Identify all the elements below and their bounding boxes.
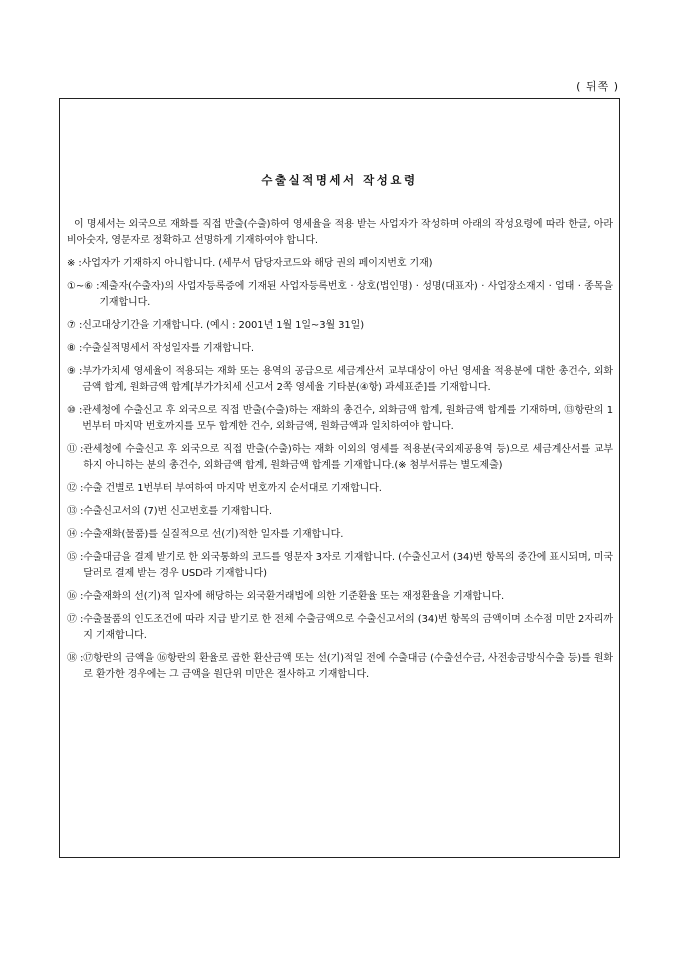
item-marker: ⑱ :	[67, 653, 84, 664]
instruction-item	[67, 527, 613, 543]
instruction-item	[67, 318, 613, 334]
item-text: ⑰항란의 금액을 ⑯항란의 환율로 곱한 환산금액 또는 선(기)적일 전에 수출대금 (수출선수금, 사전송금방식수출 등)를 원화로 환가한 경우에는 그 금액을 원단위 미만은 절사하고 기재합니다.	[83, 653, 613, 680]
instruction-item	[67, 612, 613, 644]
item-text: 수출신고서의 (7)번 신고번호를 기재합니다.	[83, 506, 272, 517]
item-marker: ⑰ :	[67, 614, 84, 625]
intro-paragraph: 이 명세서는 외국으로 재화를 직접 반출(수출)하여 영세율을 적용 받는 사업자가 작성하며 아래의 작성요령에 따라 한글, 아라비아숫자, 영문자로 정확하고 선명하게 기재하여야 합니다.	[67, 219, 613, 246]
instruction-item	[67, 550, 613, 582]
item-marker: ⑦ :	[67, 320, 83, 331]
item-text: 수출대금을 결제 받기로 한 외국통화의 코드를 영문자 3자로 기재합니다. (수출신고서 (34)번 항목의 중간에 표시되며, 미국달러로 결제 받는 경우 USD라 기재합니다)	[83, 552, 613, 579]
instruction-item	[67, 279, 613, 311]
item-marker: ⑨ :	[67, 366, 83, 377]
item-text: 신고대상기간을 기재합니다. (예시 : 2001년 1월 1일~3월 31일)	[82, 320, 365, 331]
item-marker: ※ :	[67, 258, 82, 269]
item-text: 수출재화(물품)를 실질적으로 선(기)적한 일자를 기재합니다.	[83, 529, 344, 540]
instruction-item	[67, 442, 613, 474]
item-text: 수출재화의 선(기)적 일자에 해당하는 외국환거래법에 의한 기준환율 또는 재정환율을 기재합니다.	[83, 591, 505, 602]
item-text: 관세청에 수출신고 후 외국으로 직접 반출(수출)하는 재화의 총건수, 외화금액 합계, 원화금액 합계를 기재하며, ⑬항란의 1번부터 마지막 번호까지를 모두 합계한 건수, 외화금액, 원화금액과 일치하여야 합니다.	[82, 405, 613, 432]
instruction-item	[67, 341, 613, 357]
item-text: 수출실적명세서 작성일자를 기재합니다.	[82, 343, 254, 354]
instruction-item	[67, 589, 613, 605]
document-title: 수출실적명세서 작성요령	[261, 173, 418, 187]
item-text: 수출물품의 인도조건에 따라 지급 받기로 한 전체 수출금액으로 수출신고서의 (34)번 항목의 금액이며 소수점 미만 2자리까지 기재합니다.	[83, 614, 613, 641]
instructions-frame	[59, 98, 620, 858]
item-text: 사업자가 기재하지 아니합니다. (세무서 담당자코드와 해당 권의 페이지번호 기재)	[81, 258, 433, 269]
instructions-body	[67, 217, 613, 690]
item-marker: ⑯ :	[67, 591, 84, 602]
item-marker: ⑫ :	[67, 483, 84, 494]
item-text: 제출자(수출자)의 사업자등록증에 기재된 사업자등록번호 · 상호(법인명) · 성명(대표자) · 사업장소재지 · 업태 · 종목을 기재합니다.	[99, 281, 613, 308]
item-text: 수출 건별로 1번부터 부여하여 마지막 번호까지 순서대로 기재합니다.	[83, 483, 382, 494]
page-side-label: ( 뒤쪽 )	[576, 80, 619, 93]
instruction-item	[67, 403, 613, 435]
instruction-item	[67, 481, 613, 497]
instruction-item	[67, 364, 613, 396]
item-marker: ①~⑥ :	[67, 281, 100, 292]
item-marker: ⑬ :	[67, 506, 84, 517]
item-marker: ⑩ :	[67, 405, 83, 416]
item-marker: ⑧ :	[67, 343, 83, 354]
item-text: 관세청에 수출신고 후 외국으로 직접 반출(수출)하는 재화 이외의 영세를 적용분(국외제공용역 등)으로 세금계산서를 교부하지 아니하는 분의 총건수, 외화금액 합계, 원화금액 합계를 기재합니다.(※ 첨부서류는 별도제출)	[83, 444, 613, 471]
instruction-item	[67, 651, 613, 683]
item-marker: ⑮ :	[67, 552, 84, 563]
item-marker: ⑪ :	[67, 444, 84, 455]
item-text: 부가가치세 영세율이 적용되는 재화 또는 용역의 공급으로 세금계산서 교부대상이 아닌 영세율 적용분에 대한 총건수, 외화금액 합계, 원화금액 합계[부가가치세 신고서 2쪽 영세율 기타분(④항) 과세표준]를 기재합니다.	[82, 366, 613, 393]
instruction-item	[67, 504, 613, 520]
item-marker: ⑭ :	[67, 529, 84, 540]
instruction-item	[67, 256, 613, 272]
